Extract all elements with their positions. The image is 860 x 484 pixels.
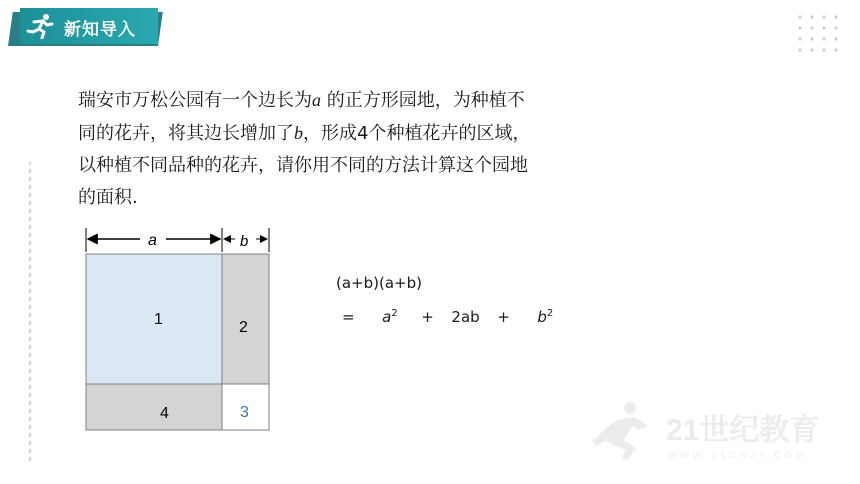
decorative-dots (796, 14, 844, 54)
plus-sign: + (497, 308, 510, 326)
problem-text-part: ，形成4个种植花卉的区域， (303, 123, 531, 144)
square-diagram (80, 222, 280, 434)
watermark-url: WWW.21CNJY.COM (668, 450, 808, 460)
decorative-dotted-line (26, 162, 34, 462)
term-a-base: a (382, 308, 392, 326)
term-2ab: 2ab (451, 308, 480, 326)
problem-text-part: 以种植不同品种的花卉，请你用不同的方法计算这个园地 (78, 155, 528, 176)
variable-a: a (312, 90, 321, 110)
equals-sign: = (342, 308, 355, 326)
plus-sign: + (421, 308, 434, 326)
term-a-exponent: 2 (391, 308, 398, 319)
formula-expression: (a+b)(a+b) (336, 274, 422, 292)
problem-text-part: 的正方形园地，为种植不 (321, 90, 525, 111)
problem-text-part: 瑞安市万松公园有一个边长为 (78, 90, 312, 111)
section-title: 新知导入 (64, 20, 136, 40)
region-2-label: 2 (239, 319, 248, 336)
region-3-label: 3 (240, 404, 249, 421)
variable-b: b (294, 123, 303, 143)
runner-icon (26, 13, 56, 39)
label-b: b (240, 233, 249, 250)
watermark-text: 21世纪教育 (666, 414, 820, 447)
formula-expansion (342, 308, 553, 326)
watermark-logo (588, 396, 848, 466)
header-banner (20, 8, 158, 44)
region-1-label: 1 (154, 311, 163, 328)
region-4 (86, 384, 222, 430)
term-b-base: b (537, 308, 547, 326)
problem-text-part: 同的花卉，将其边长增加了 (78, 123, 294, 144)
region-4-label: 4 (160, 405, 169, 422)
label-a: a (148, 232, 157, 249)
term-b-exponent: 2 (546, 308, 554, 319)
problem-text-part: 的面积. (78, 187, 138, 208)
problem-text (78, 84, 638, 214)
